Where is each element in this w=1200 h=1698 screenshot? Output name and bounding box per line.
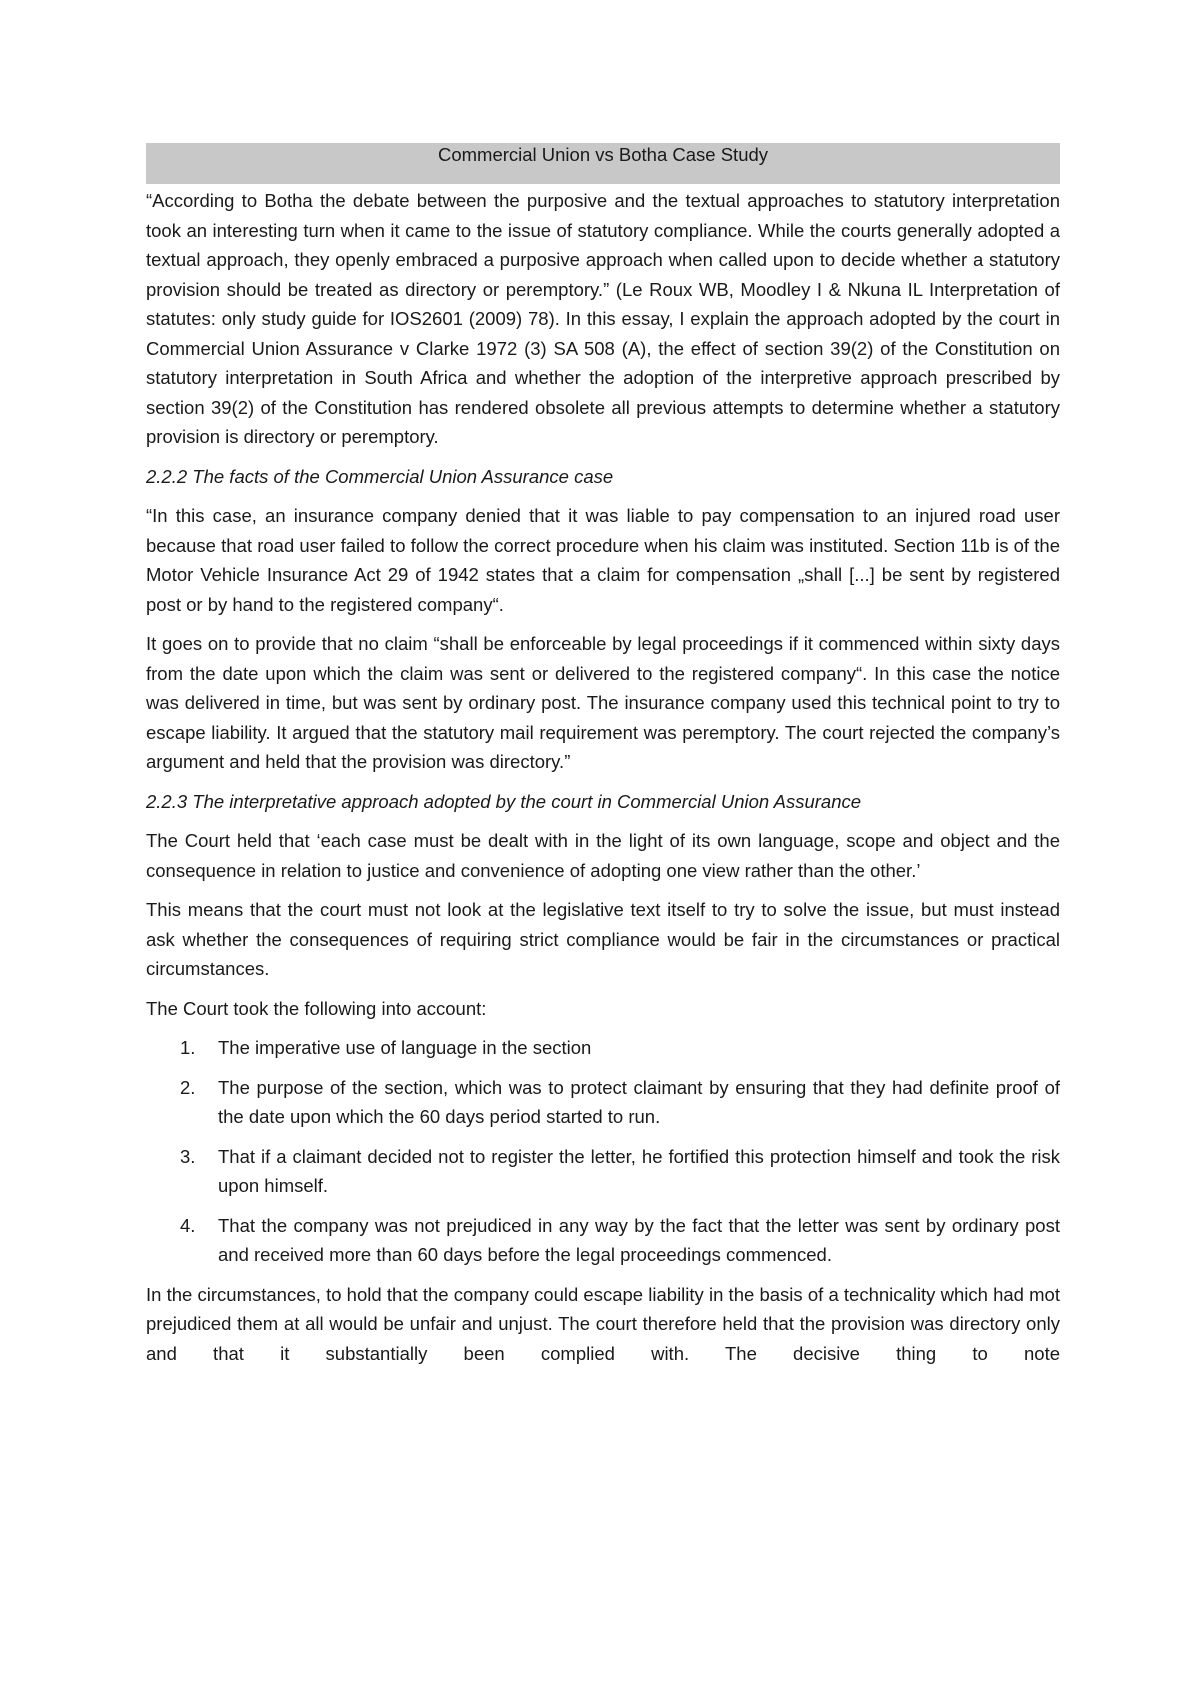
list-item [146, 1142, 1060, 1201]
list-item-number: 3. [180, 1145, 196, 1167]
list-item [146, 1073, 1060, 1132]
heading-facts: 2.2.2 The facts of the Commercial Union Assurance case [146, 465, 614, 487]
list-item-number: 2. [180, 1076, 196, 1098]
list-item-number: 1. [180, 1037, 196, 1058]
list-item-text: That the company was not prejudiced in any way by the fact that the letter was sent by ordinary post and received more than 60 days before the legal proceedings commenced. [218, 1214, 1060, 1265]
intro-paragraph: “According to Botha the debate between the purposive and the textual approaches to statutory interpretation took an interesting turn when it came to the issue of statutory compliance. While the courts generally adopted a textual approach, they openly embraced a purposive approach when called upon to decide whether a statutory provision should be treated as directory or peremptory.” (Le Roux WB, Moodley I & Nkuna IL Interpretation of statutes: only study guide for IOS2601 (2009) 78). In this essay, I explain the approach adopted by the court in Commercial Union Assurance v Clarke 1972 (3) SA 508 (A), the effect of section 39(2) of the Constitution on statutory interpretation in South Africa and whether the adoption of the interpretive approach prescribed by section 39(2) of the Constitution has rendered obsolete all previous attempts to determine whether a statutory provision is directory or peremptory. [146, 190, 1060, 447]
approach-paragraph-3: The Court took the following into account: [146, 997, 487, 1019]
list-item-text: The imperative use of language in the section [218, 1037, 592, 1058]
list-item-number: 4. [180, 1214, 196, 1236]
list-item [146, 1033, 1060, 1063]
approach-paragraph-1: The Court held that ‘each case must be dealt with in the light of its own language, scope and object and the consequence in relation to justice and convenience of adopting one view rather than the other.’ [146, 830, 1060, 881]
facts-paragraph-1: “In this case, an insurance company denied that it was liable to pay compensation to an injured road user because that road user failed to follow the correct procedure when his claim was instituted. Section 11b is of the Motor Vehicle Insurance Act 29 of 1942 states that a claim for compensation „shall [...] be sent by registered post or by hand to the registered company“. [146, 505, 1060, 615]
approach-paragraph-2: This means that the court must not look at the legislative text itself to try to solve the issue, but must instead ask whether the consequences of requiring strict compliance would be fair in the circumstances or practical circumstances. [146, 899, 1060, 979]
document-content [146, 143, 1060, 1378]
list-item-text: The purpose of the section, which was to protect claimant by ensuring that they had definite proof of the date upon which the 60 days period started to run. [218, 1076, 1060, 1127]
conclusion-paragraph: In the circumstances, to hold that the company could escape liability in the basis of a technicality which had mot prejudiced them at all would be unfair and unjust. The court therefore held that the provision was directory only and that it substantially been complied with. The decisive thing to note [146, 1283, 1060, 1364]
list-item-text: That if a claimant decided not to register the letter, he fortified this protection himself and took the risk upon himself. [218, 1145, 1060, 1196]
list-item [146, 1211, 1060, 1270]
considerations-list [146, 1033, 1060, 1270]
facts-paragraph-2: It goes on to provide that no claim “shall be enforceable by legal proceedings if it commenced within sixty days from the date upon which the claim was sent or delivered to the registered company“. In this case the notice was delivered in time, but was sent by ordinary post. The insurance company used this technical point to try to escape liability. It argued that the statutory mail requirement was peremptory. The court rejected the company’s argument and held that the provision was directory.” [146, 633, 1060, 772]
document-title: Commercial Union vs Botha Case Study [146, 143, 1060, 184]
heading-approach: 2.2.3 The interpretative approach adopted by the court in Commercial Union Assurance [146, 790, 862, 812]
